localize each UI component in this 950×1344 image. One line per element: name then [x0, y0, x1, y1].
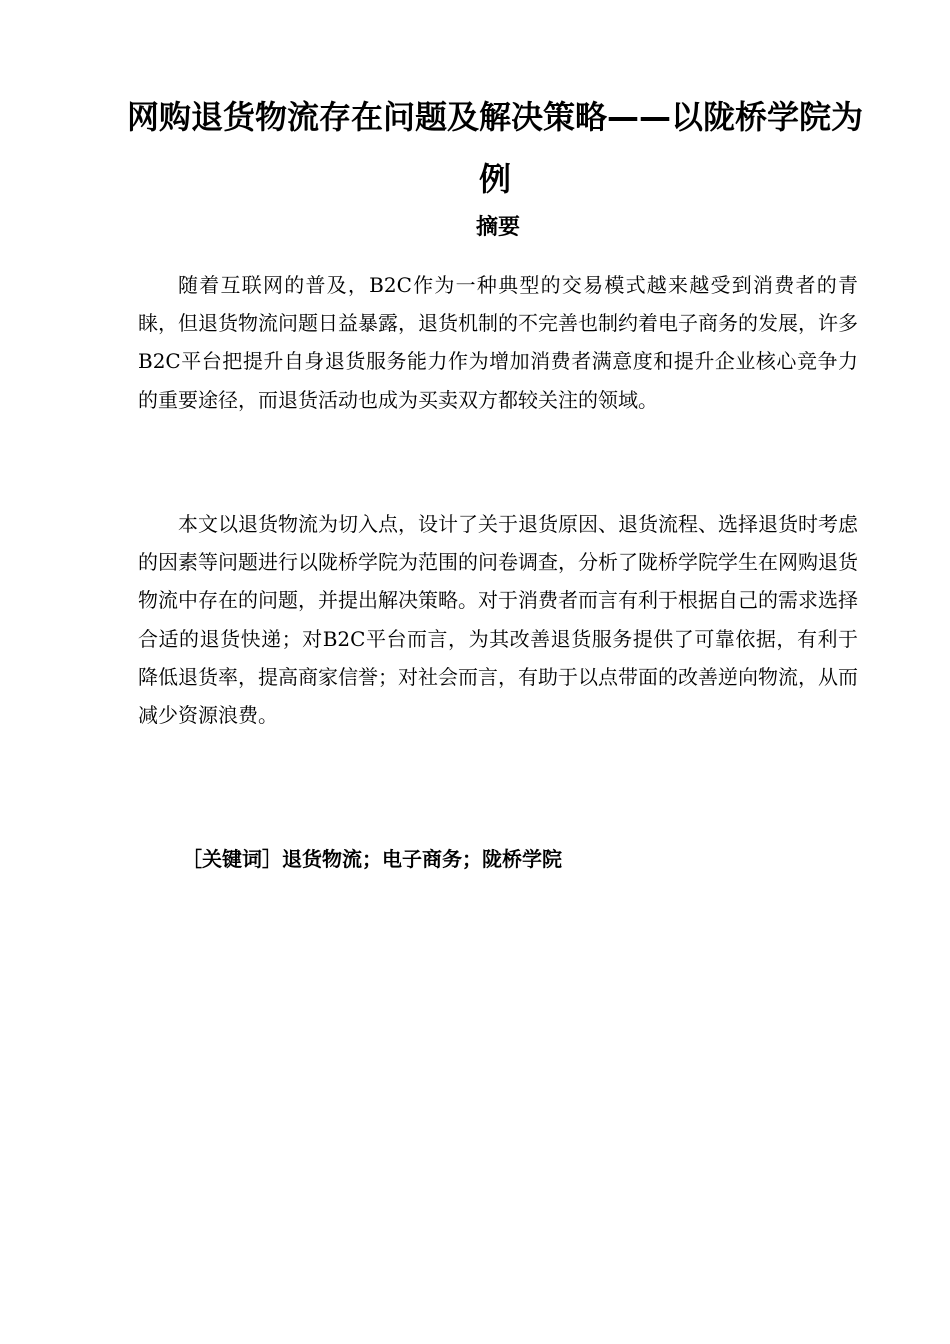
abstract-paragraph-1: 随着互联网的普及，B2C作为一种典型的交易模式越来越受到消费者的青睐，但退货物流问题日益暴露，退货机制的不完善也制约着电子商务的发展，许多B2C平台把提升自身退货服务能力作为增加消费者满意度和提升企业核心竞争力的重要途径，而退货活动也成为买卖双方都较关注的领域。: [138, 273, 858, 412]
keywords-label: ［关键词］: [182, 847, 282, 871]
abstract-paragraph-2: 本文以退货物流为切入点，设计了关于退货原因、退货流程、选择退货时考虑的因素等问题进行以陇桥学院为范围的问卷调查，分析了陇桥学院学生在网购退货物流中存在的问题，并提出解决策略。对于消费者而言有利于根据自己的需求选择合适的退货快递；对B2C平台而言，为其改善退货服务提供了可靠依据，有利于降低退货率，提高商家信誉；对社会而言，有助于以点带面的改善逆向物流，从而减少资源浪费。: [138, 512, 858, 728]
paper-title: 网购退货物流存在问题及解决策略——以陇桥学院为例: [126, 98, 863, 198]
keywords-list: 退货物流；电子商务；陇桥学院: [282, 847, 562, 871]
keywords-line: [182, 840, 562, 878]
abstract-heading: 摘要: [475, 215, 520, 240]
